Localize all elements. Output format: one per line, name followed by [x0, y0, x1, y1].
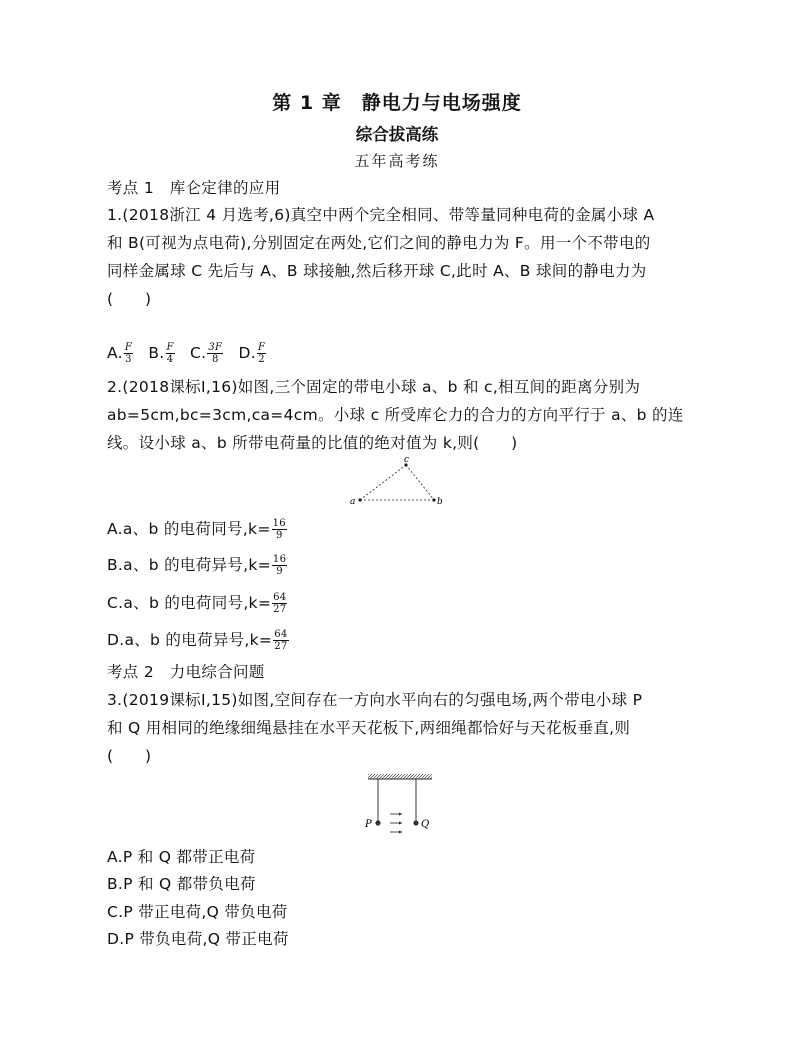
fraction-denominator: 9 — [276, 566, 283, 577]
q1-option-a[interactable] — [107, 342, 134, 365]
section-title: 综合拔高练 — [355, 125, 439, 144]
q2-option-d[interactable] — [107, 629, 290, 652]
option-label: A. — [107, 344, 123, 362]
ball-q — [413, 820, 418, 825]
option-fraction — [273, 629, 288, 652]
pendulum-figure — [362, 772, 438, 838]
q2-option-b[interactable] — [107, 554, 288, 577]
option-fraction — [207, 342, 223, 365]
fraction-numerator: 64 — [274, 629, 288, 640]
option-fraction — [257, 342, 266, 365]
option-label: C. — [190, 344, 207, 362]
q1-line: 和 B(可视为点电荷),分别固定在两处,它们之间的静电力为 F。用一个不带电的 — [107, 234, 651, 252]
option-fraction — [272, 554, 287, 577]
label-c: c — [404, 455, 410, 465]
topic1-heading: 考点 1 库仑定律的应用 — [107, 179, 281, 197]
label-a: a — [350, 497, 356, 507]
triangle-figure — [348, 455, 448, 507]
fraction-numerator: 16 — [272, 518, 286, 529]
fraction-numerator: F — [166, 342, 174, 353]
charge-b — [432, 498, 435, 501]
fraction-denominator: 4 — [166, 354, 174, 365]
fraction-numerator: 3F — [208, 342, 223, 353]
q2-line: 2.(2018课标Ⅰ,16)如图,三个固定的带电小球 a、b 和 c,相互间的距离分别为 — [107, 378, 641, 396]
option-label: B. — [148, 344, 165, 362]
segment-cb — [406, 465, 434, 500]
q3-option-b[interactable]: B.P 和 Q 都带负电荷 — [107, 875, 256, 893]
ball-p — [375, 820, 380, 825]
q2-option-a[interactable] — [107, 518, 288, 541]
fraction-denominator: 3 — [125, 354, 132, 365]
q3-line: 和 Q 用相同的绝缘细绳悬挂在水平天花板下,两细绳都恰好与天花板垂直,则 — [107, 719, 631, 737]
fraction-numerator: F — [257, 342, 266, 353]
q2-line: ab=5cm,bc=3cm,ca=4cm。小球 c 所受库仑力的合力的方向平行于 a、b 的连 — [107, 406, 684, 424]
q3-line: ( ) — [107, 747, 152, 765]
q1-line: 同样金属球 C 先后与 A、B 球接触,然后移开球 C,此时 A、B 球间的静电力为 — [107, 262, 647, 280]
fraction-numerator: 16 — [272, 554, 287, 565]
option-fraction — [124, 342, 133, 365]
q2-option-c[interactable] — [107, 592, 288, 615]
q3-option-a[interactable]: A.P 和 Q 都带正电荷 — [107, 848, 256, 866]
option-fraction — [272, 592, 287, 615]
option-fraction — [272, 518, 287, 541]
option-label: D. — [238, 344, 256, 362]
q1-line: 1.(2018浙江 4 月选考,6)真空中两个完全相同、带等量同种电荷的金属小球 A — [107, 206, 655, 224]
q1-option-c[interactable] — [190, 342, 224, 365]
fraction-denominator: 27 — [274, 641, 288, 652]
q3-option-c[interactable]: C.P 带正电荷,Q 带负电荷 — [107, 903, 288, 921]
option-fraction — [166, 342, 175, 365]
q1-option-b[interactable] — [148, 342, 175, 365]
option-text: C.a、b 的电荷同号,k= — [107, 594, 272, 612]
q3-option-d[interactable]: D.P 带负电荷,Q 带正电荷 — [107, 930, 289, 948]
q1-option-d[interactable] — [239, 342, 268, 365]
label-b: b — [437, 497, 443, 507]
option-text: A.a、b 的电荷同号,k= — [107, 520, 271, 538]
q3-line: 3.(2019课标Ⅰ,15)如图,空间存在一方向水平向右的匀强电场,两个带电小球 P — [107, 691, 643, 709]
q1-line: ( ) — [107, 290, 152, 308]
segment-ac — [360, 465, 406, 500]
fraction-denominator: 9 — [275, 530, 283, 541]
option-text: B.a、b 的电荷异号,k= — [107, 556, 271, 574]
topic2-heading: 考点 2 力电综合问题 — [107, 663, 265, 681]
chapter-title: 第 1 章 静电力与电场强度 — [272, 92, 522, 114]
fraction-denominator: 27 — [273, 604, 287, 615]
fraction-denominator: 8 — [211, 354, 219, 365]
fraction-numerator: 64 — [273, 592, 287, 603]
fraction-denominator: 2 — [258, 354, 265, 365]
charge-a — [358, 498, 361, 501]
q2-line: 线。设小球 a、b 所带电荷量的比值的绝对值为 k,则( ) — [107, 434, 518, 452]
label-q: Q — [421, 819, 430, 830]
option-text: D.a、b 的电荷异号,k= — [107, 631, 273, 649]
ceiling-hatch — [368, 774, 432, 779]
fraction-numerator: F — [124, 342, 133, 353]
label-p: P — [365, 819, 372, 830]
q1-options — [107, 342, 276, 365]
subsection-title: 五年高考练 — [354, 152, 440, 170]
